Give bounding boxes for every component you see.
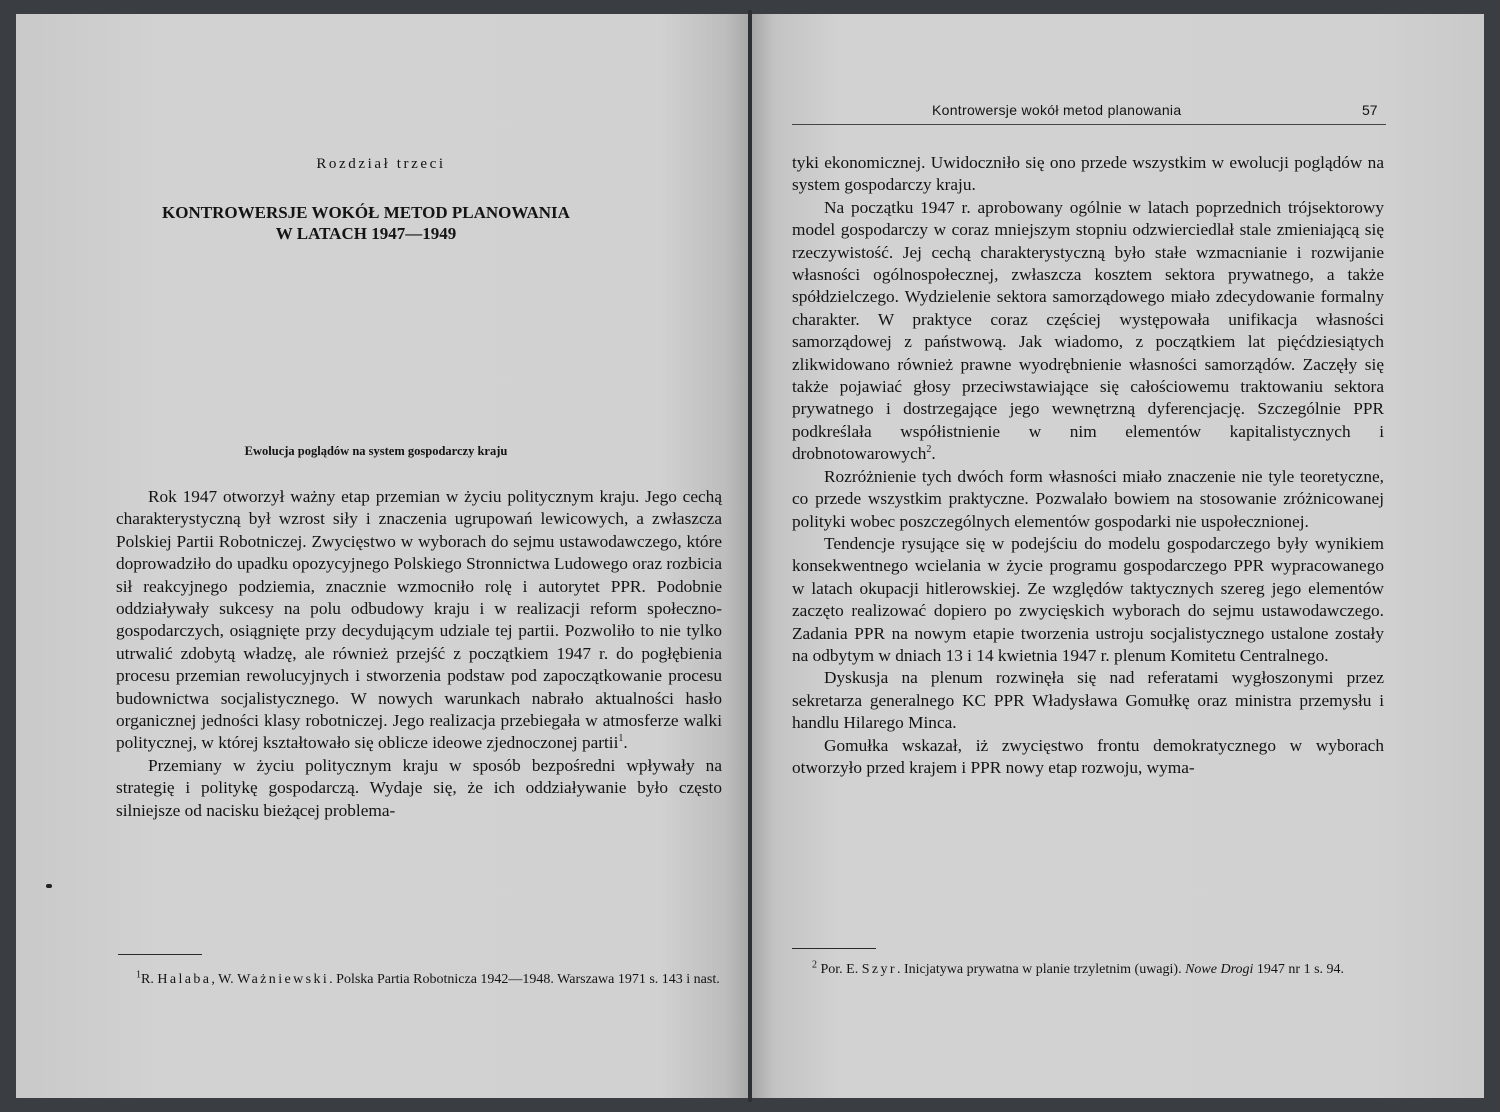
footnote-marker: 2 bbox=[926, 444, 932, 456]
left-page bbox=[16, 14, 748, 1098]
left-body-text bbox=[116, 486, 722, 822]
footnote: $^2$ Por. E. Szyr. Inicjatywa prywatna w planie trzyletnim (uwagi). Nowe Drogi 1947 nr 1 s. 94. bbox=[812, 959, 1345, 977]
header-rule bbox=[792, 124, 1386, 125]
footnote: $^1$R. Halaba, W. Ważniewski. Polska Partia Robotnicza 1942—1948. Warszawa 1971 s. 143 i nast. bbox=[136, 969, 720, 987]
paragraph: Rozróżnienie tych dwóch form własności miało znaczenie nie tyle teoretyczne, co przede wszystkim praktyczne. Pozwalało bowiem na stosowanie zróżnicowanej polityki wobec poszczególnych elementów gospodarki nie uspołecznionej. bbox=[792, 466, 1384, 531]
paragraph: Dyskusja na plenum rozwinęła się nad referatami wygłoszonymi przez sekretarza generalnego KC PPR Władysława Gomułkę oraz ministra przemysłu i handlu Hilarego Minca. bbox=[792, 668, 1384, 733]
page-number: 57 bbox=[1362, 102, 1378, 118]
section-heading: Ewolucja poglądów na system gospodarczy kraju bbox=[244, 444, 508, 458]
running-head: Kontrowersje wokół metod planowania bbox=[932, 102, 1182, 118]
chapter-title-line1: KONTROWERSJE WOKÓŁ METOD PLANOWANIA bbox=[162, 203, 570, 222]
paragraph: Przemiany w życiu politycznym kraju w sposób bezpośredni wpływały na strategię i politykę gospodarczą. Wydaje się, że ich oddziaływanie było często silniejsze od nacisku bieżącej problema- bbox=[116, 755, 722, 820]
paragraph: Tendencje rysujące się w podejściu do modelu gospodarczego były wynikiem konsekwentnego wcielania w życie programu gospodarczego PPR wypracowanego w latach okupacji hitlerowskiej. Ze względów taktycznych szereg jego elementów zaczęto realizować dopiero po zwycięskich wyborach do sejmu ustawodawczego. Zadania PPR na nowym etapie tworzenia ustroju socjalistycznego ustalone zostały na odbytym w dniach 13 i 14 kwietnia 1947 r. plenum Komitetu Centralnego. bbox=[792, 533, 1384, 665]
chapter-title bbox=[116, 202, 616, 244]
ink-speck bbox=[46, 884, 52, 888]
paragraph: tyki ekonomicznej. Uwidoczniło się ono przede wszystkim w ewolucji poglądów na system gospodarczy kraju. bbox=[792, 153, 1384, 195]
footnote-rule bbox=[118, 954, 202, 955]
right-page bbox=[752, 14, 1484, 1098]
chapter-label: Rozdział trzeci bbox=[316, 156, 446, 172]
paragraph: Na początku 1947 r. aprobowany ogólnie w latach poprzednich trójsektorowy model gospodarczy w coraz mniejszym stopniu odzwierciedlał stale zmieniającą się rzeczywistość. Jej cechą charakterystyczną było stałe wzmacnianie i rozwijanie własności ogólnospołecznej, zwłaszcza kosztem sektora prywatnego, a także spółdzielczego. Wydzielenie sektora samorządowego miało zdecydowanie formalny charakter. W praktyce coraz częściej występowała unifikacja własności samorządowej z państwową. Jak wiadomo, z początkiem lat pięćdziesiątych zlikwidowano również prawne wyodrębnienie własności samorządów. Zaczęły się także pojawiać głosy przeciwstawiające się całościowemu traktowaniu sektora prywatnego i dostrzegające jego wewnętrzną dyferencjację. Szczególnie PPR podkreślała współistnienie w nim elementów kapitalistycznych i drobnotowarowych$^2$. bbox=[792, 197, 1384, 464]
paragraph: Gomułka wskazał, iż zwycięstwo frontu demokratycznego w wyborach otworzyło przed krajem i PPR nowy etap rozwoju, wyma- bbox=[792, 735, 1384, 777]
footnote-rule bbox=[792, 948, 876, 949]
chapter-title-line2: W LATACH 1947—1949 bbox=[275, 224, 457, 243]
right-body-text bbox=[792, 152, 1384, 779]
paragraph: Rok 1947 otworzył ważny etap przemian w życiu politycznym kraju. Jego cechą charakterystyczną był wzrost siły i znaczenia ugrupowań lewicowych, a zwłaszcza Polskiej Partii Robotniczej. Zwycięstwo w wyborach do sejmu ustawodawczego, które doprowadziło do upadku opozycyjnego Polskiego Stronnictwa Ludowego oraz rozbicia sił reakcyjnego podziemia, znacznie wzmocniło rolę i autorytet PPR. Podobnie oddziaływały sukcesy na polu odbudowy kraju i w realizacji reform społeczno-gospodarczych, osiągnięte przy decydującym udziale tej partii. Pozwoliło to nie tylko utrwalić zdobytą władzę, ale również przejść z początkiem 1947 r. do pogłębienia procesu przemian rewolucyjnych i stworzenia podstaw pod zapoczątkowanie procesu budownictwa socjalistycznego. W nowych warunkach nabrało aktualności hasło organicznej jedności klasy robotniczej. Jego realizacja przebiegała w atmosferze walki politycznej, w której kształtowało się oblicze ideowe zjednoczonej partii$^1$. bbox=[116, 487, 722, 753]
footnote-marker: 1 bbox=[618, 733, 624, 745]
